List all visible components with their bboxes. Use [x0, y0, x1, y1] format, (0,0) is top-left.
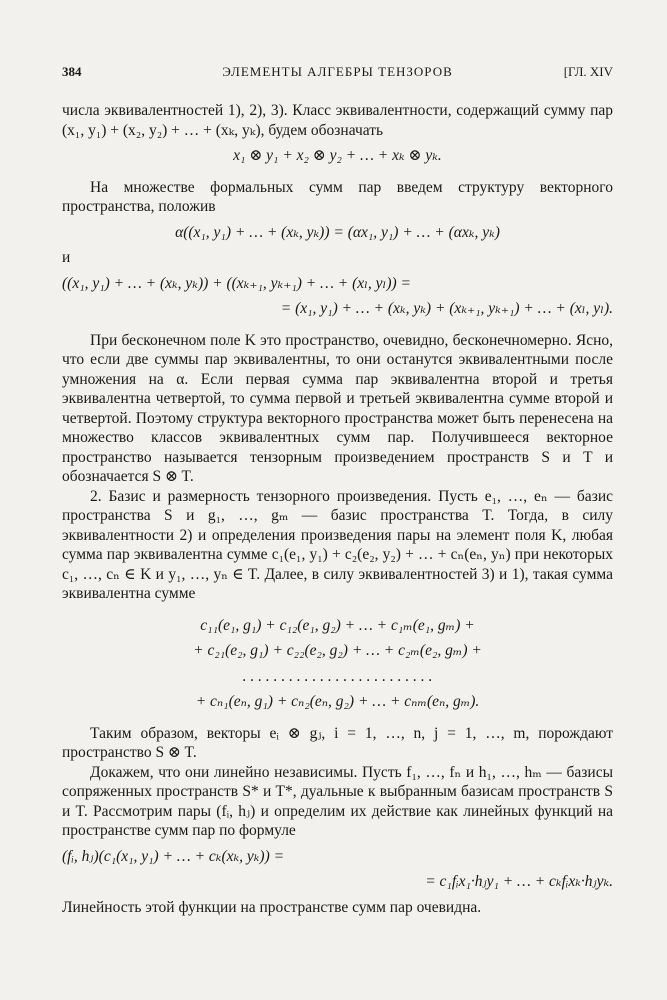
matrix-sum-row-n: + cₙ₁(eₙ, g₁) + cₙ₂(eₙ, g₂) + … + cₙₘ(eₙ, gₘ).: [195, 693, 480, 710]
paragraph-2: На множестве формальных сумм пар введем структуру векторного пространства, положив: [62, 178, 613, 215]
formula-scalar-mult: α((x₁, y₁) + … + (xₖ, yₖ)) = (αx₁, y₁) + … + (αxₖ, yₖ): [175, 223, 500, 241]
paragraph-5: Таким образом, векторы eᵢ ⊗ gⱼ, i = 1, …, n, j = 1, …, m, порождают пространство S ⊗ T.: [62, 724, 613, 761]
page-number: 384: [62, 64, 82, 79]
paragraph-4-section-2: 2. Базис и размерность тензорного произведения. Пусть e₁, …, eₙ — базис пространства S и g₁, …, gₘ — базис пространства T. Тогда, в силу эквивалентности 2) и определения произведения пары на элемент поля K, любая сумма пар эквивалентна сумме c₁(e₁, y₁) + c₂(e₂, y₂) + … + cₙ(eₙ, yₙ) при некоторых c₁, …, cₙ ∈ K и y₁, …, yₙ ∈ T. Далее, в силу эквивалентностей 3) и 1), такая сумма эквивалентна сумме: [62, 487, 613, 602]
paragraph-6: Докажем, что они линейно независимы. Пусть f₁, …, fₙ и h₁, …, hₘ — базисы сопряженных пространств S* и T*, дуальные к выбранным базисам пространств S и T. Рассмотрим пары (fᵢ, hⱼ) и определим их действие как линейных функций на пространстве сумм пар по формуле: [62, 763, 613, 839]
matrix-sum-row-2: + c₂₁(e₂, g₁) + c₂₂(e₂, g₂) + … + c₂ₘ(e₂, gₘ) +: [193, 642, 482, 659]
formula-functional-line2: = c₁fᵢx₁·hⱼy₁ + … + cₖfᵢxₖ·hⱼyₖ.: [425, 873, 613, 890]
chapter-label: [ГЛ. XIV: [563, 64, 613, 79]
paragraph-1: числа эквивалентностей 1), 2), 3). Класс эквивалентности, содержащий сумму пар (x₁, y₁) + (x₂, y₂) + … + (xₖ, yₖ), будем обозначать: [62, 102, 613, 139]
formula-addition-line1: ((x₁, y₁) + … + (xₖ, yₖ)) + ((xₖ₊₁, yₖ₊₁) + … + (xₗ, yₗ)) =: [62, 274, 411, 292]
paragraph-7: Линейность этой функции на пространстве сумм пар очевидна.: [62, 898, 482, 916]
paragraph-3: При бесконечном поле K это пространство, очевидно, бесконечномерно. Ясно, что если две суммы пар эквивалентны, то они останутся эквивалентными после умножения на α. Если первая сумма пар эквивалентна второй и третья эквивалентна четвертой, то сумма первой и третьей эквивалентна сумме второй и четвертой. Поэтому структура векторного пространства может быть перенесена на множество классов эквивалентных сумм пар. Получившееся векторное пространство называется тензорным произведением пространств S и T и обозначается S ⊗ T.: [62, 331, 613, 485]
matrix-sum-row-1: c₁₁(e₁, g₁) + c₁₂(e₁, g₂) + … + c₁ₘ(e₁, gₘ) +: [200, 616, 475, 634]
formula-addition-line2: = (x₁, y₁) + … + (xₖ, yₖ) + (xₖ₊₁, yₖ₊₁) + … + (xₗ, yₗ).: [280, 300, 613, 317]
page-header: [62, 64, 613, 84]
formula-functional-line1: (fᵢ, hⱼ)(c₁(x₁, y₁) + … + cₖ(xₖ, yₖ)) =: [62, 847, 285, 865]
page-body: [62, 101, 613, 917]
matrix-sum-dots: . . . . . . . . . . . . . . . . . . . . . . . . .: [242, 667, 433, 685]
formula-tensor-sum: x₁ ⊗ y₁ + x₂ ⊗ y₂ + … + xₖ ⊗ yₖ.: [233, 147, 442, 164]
conjunction-and: и: [62, 249, 71, 266]
running-title: ЭЛЕМЕНТЫ АЛГЕБРЫ ТЕНЗОРОВ: [222, 64, 453, 79]
